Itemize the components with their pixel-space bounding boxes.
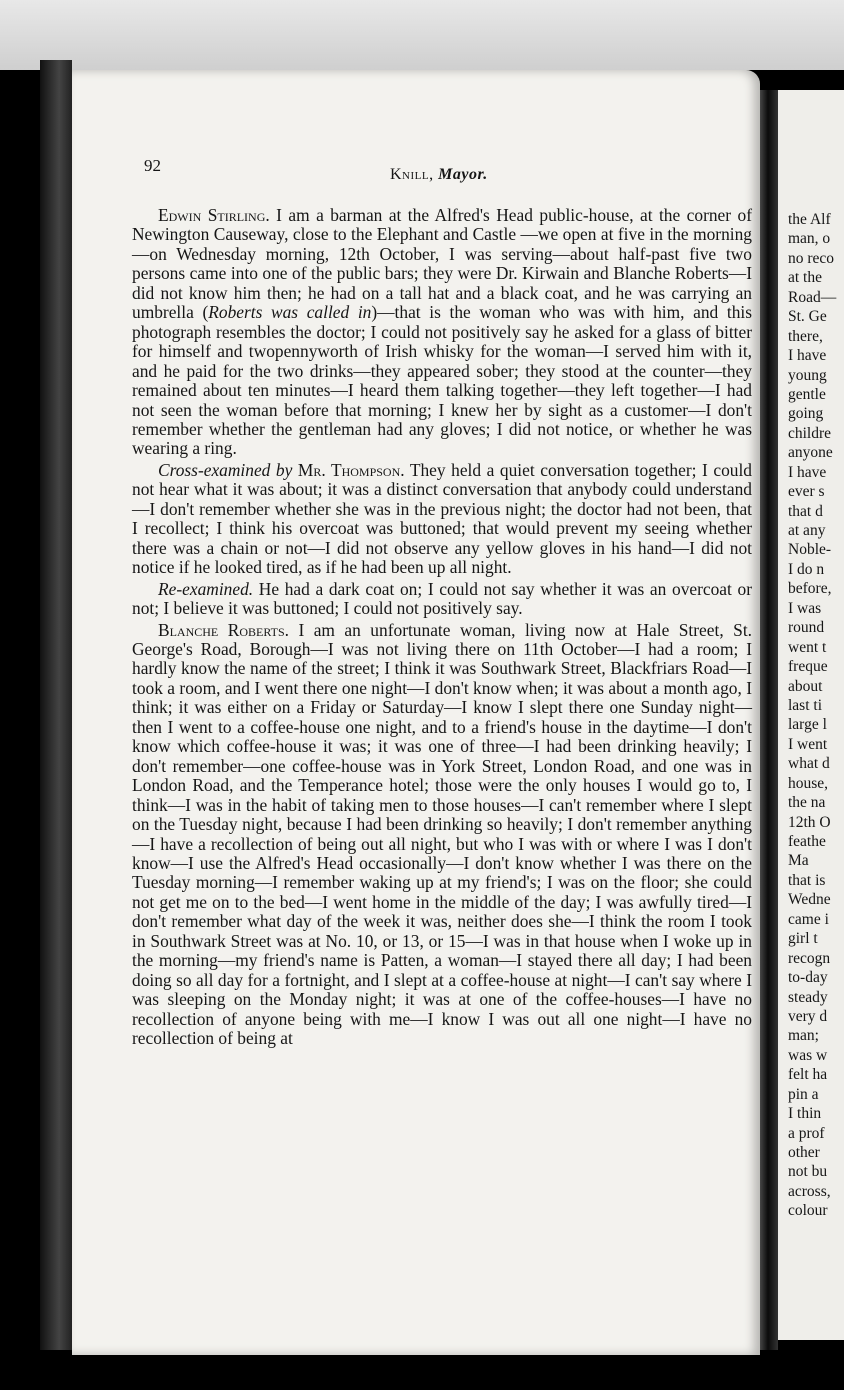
re-examination-paragraph	[132, 580, 752, 619]
adjacent-page-line: 12th O	[788, 813, 831, 831]
examination-label: Cross-examined by	[158, 459, 293, 480]
book-gutter	[758, 90, 778, 1350]
adjacent-page-line: Wedne	[788, 891, 831, 909]
adjacent-page-line: what d	[788, 755, 830, 773]
page-number: 92	[144, 156, 161, 175]
adjacent-page-line: young	[788, 366, 827, 384]
adjacent-page-line: I went	[788, 735, 828, 753]
adjacent-page-line: was w	[788, 1046, 828, 1064]
adjacent-page-line: other	[788, 1144, 820, 1161]
counsel-name: Mr. Thompson.	[297, 459, 405, 480]
adjacent-page-line: the na	[788, 794, 826, 812]
cross-examination-paragraph	[132, 461, 752, 578]
adjacent-page-line: very d	[788, 1007, 828, 1025]
adjacent-page-line: went t	[788, 638, 827, 656]
running-header-title: Mayor.	[438, 166, 488, 183]
book-page	[72, 70, 760, 1355]
adjacent-page-line: Noble-	[788, 541, 832, 559]
testimony-text: I am a barman at the Alfred's Head public-house, at the corner of Newington Causeway, close to the Elephant and Castle —we open at five in the morning—on Wednesday morning, 12th October, I was serving—about half-past five two persons came into one of the public bars; they were Dr. Kirwain and Blanche Roberts—I did not know him then; he had on a tall hat and a black coat, and he was carrying an umbrella (	[132, 205, 752, 323]
adjacent-page-line: Ma	[788, 852, 809, 870]
adjacent-page-line: steady	[788, 988, 828, 1006]
adjacent-page-line: there,	[788, 327, 823, 345]
adjacent-page-line: I was	[788, 599, 822, 617]
adjacent-page-line: no reco	[788, 249, 835, 267]
adjacent-page-line: to-day	[788, 969, 828, 987]
adjacent-page-line: Road—	[788, 288, 837, 306]
adjacent-page-line: gentle	[788, 385, 826, 403]
adjacent-page-line: at the	[788, 269, 822, 287]
scan-background-top	[0, 0, 844, 70]
adjacent-page-line: anyone	[788, 444, 833, 462]
adjacent-page-line: I do n	[788, 560, 825, 578]
adjacent-page-line: before,	[788, 580, 832, 598]
witness-name: Edwin Stirling.	[158, 205, 270, 225]
running-header-name: Knill,	[390, 166, 434, 183]
adjacent-page-line: St. Ge	[788, 308, 827, 326]
adjacent-page-line: childre	[788, 424, 832, 442]
adjacent-page-line: about	[788, 677, 823, 695]
adjacent-page-line: the Alf	[788, 211, 831, 228]
adjacent-page-line: man, o	[788, 230, 831, 248]
adjacent-page-line: girl t	[788, 930, 818, 948]
testimony-paragraph	[132, 206, 752, 459]
adjacent-page-line: recogn	[788, 949, 831, 967]
examination-label: Re-examined.	[158, 578, 254, 599]
testimony-text: He had a dark coat on; I could not say whether it was an overcoat or not; I believe it was buttoned; I could not positively say.	[132, 578, 752, 619]
adjacent-page-line: feathe	[788, 833, 826, 850]
adjacent-page-line: across,	[788, 1182, 831, 1200]
adjacent-page-line: a prof	[788, 1124, 825, 1142]
adjacent-page-line: that d	[788, 502, 823, 520]
adjacent-page-line: that is	[788, 871, 826, 889]
adjacent-page-text	[788, 210, 844, 1221]
adjacent-page-line: freque	[788, 658, 828, 676]
page-body	[132, 206, 752, 1048]
running-header	[390, 166, 488, 184]
adjacent-page-line: I have	[788, 347, 827, 365]
testimony-text: I am an unfortunate woman, living now at Hale Street, St. George's Road, Borough—I was not living there on 11th October—I had a room; I hardly know the name of the street; I think it was Southwark Street, Blackfriars Road—I took a room, and I went there one night—I don't know when; it was about a month ago, I think; it was either on a Friday or Saturday—I know I slept there one Sunday night—then I went to a coffee-house one night, and to a friend's house in the daytime—I don't know which coffee-house it was; it was one of three—I had been drinking heavily; I don't remember—one coffee-house was in York Street, London Road, and one was in London Road, and the Temperance hotel; those were the only houses I would go to, I think—I was in the habit of taking men to those houses—I can't remember where I slept on the Tuesday night, because I had been drinking so heavily; I don't remember anything—I have a recollection of being out all night, but who I was with or where I was I don't know—I use the Alfred's Head occasionally—I don't know whether I was there on the Tuesday morning—I remember waking up at my friend's; I was on the floor; she could not get me on to the bed—I went home in the middle of the day; I was awfully tired—I don't remember what day of the week it was, neither does she—I think the room I took in Southwark Street was at No. 10, or 13, or 15—I was in that house when I woke up in the morning—my friend's name is Patten, a woman—I stayed there all day; I had been doing so all day for a fortnight, and I slept at a coffee-house at night—I can't say where I was sleeping on the Monday night; it was at one of the coffee-houses—I have no recollection of anyone being with me—I know I was out all one night—I have no recollection of being at	[132, 619, 752, 1049]
testimony-text: )—that is the woman who was with him, and this photograph resembles the doctor; I could not positively say he asked for a glass of bitter for himself and twopennyworth of Irish whisky for the woman—I served him with it, and he paid for the two drinks—they appeared sober; they stood at the counter—they remained about ten minutes—I heard them talking together—they left together—I had not seen the woman before that morning; I knew her by sight as a customer—I don't remember whether the gentleman had any gloves; I did not notice, or whether he was wearing a ring.	[132, 302, 752, 459]
adjacent-page-line: man;	[788, 1027, 819, 1045]
adjacent-page-line: going	[788, 405, 824, 423]
adjacent-page-line: house,	[788, 774, 829, 792]
testimony-paragraph	[132, 621, 752, 1049]
adjacent-page-line: I thin	[788, 1105, 822, 1123]
book-left-edge	[40, 60, 72, 1350]
adjacent-page-line: came i	[788, 910, 829, 928]
adjacent-page-line: colour	[788, 1202, 828, 1220]
adjacent-page-line: at any	[788, 522, 826, 539]
stage-direction: Roberts was called in	[208, 302, 372, 323]
adjacent-page-line: not bu	[788, 1163, 828, 1181]
adjacent-page-line: felt ha	[788, 1066, 828, 1084]
adjacent-page-line: round	[788, 619, 825, 637]
adjacent-page-line: ever s	[788, 483, 825, 501]
adjacent-page-line: last ti	[788, 696, 823, 714]
adjacent-page-line: pin a	[788, 1085, 819, 1103]
testimony-text: They held a quiet conversation together; I could not hear what it was about; it was a distinct conversation that anybody could understand—I don't remember whether she was in the previous night; the doctor had not been, that I recollect; I think his overcoat was buttoned; that would prevent my seeing whether there was a chain or not—I did not observe any yellow gloves in his hand—I did not notice if he looked tired, as if he had been up all night.	[132, 459, 752, 578]
adjacent-page-line: large l	[788, 716, 827, 734]
adjacent-page-line: I have	[788, 463, 827, 481]
witness-name: Blanche Roberts.	[158, 619, 289, 640]
